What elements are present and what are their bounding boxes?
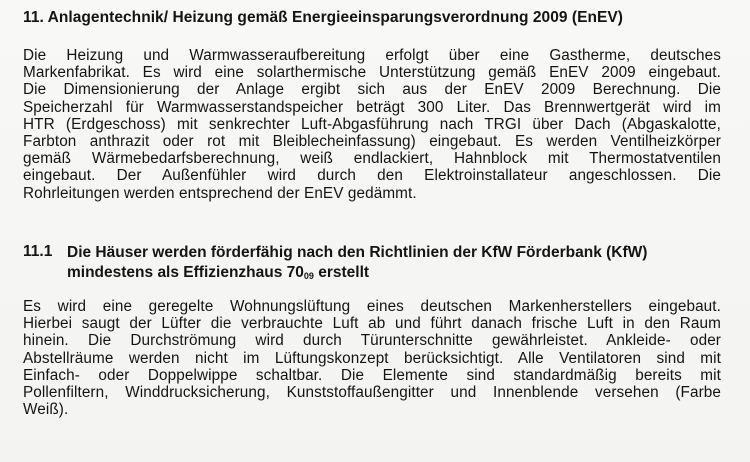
paragraph-line: Speicherzahl für Warmwasserstandspeicher beträgt 300 Liter. Das Brennwertgerät wird im bbox=[23, 98, 721, 116]
paragraph-line: Abstellräume werden nicht im Lüftungskonzept berücksichtigt. Alle Ventilatoren sind mit bbox=[23, 349, 721, 367]
heading-line2-suffix: erstellt bbox=[313, 263, 370, 281]
paragraph-line: Farbton anthrazit oder rot mit Bleiblecheinfassung) eingebaut. Es werden Ventilheizkörper bbox=[23, 132, 721, 150]
paragraph-line: eingebaut. Der Außenfühler wird durch den Elektroinstallateur angeschlossen. Die bbox=[23, 167, 721, 185]
section-11-1-paragraph bbox=[23, 298, 721, 418]
paragraph-line: Markenfabrikat. Es wird eine solarthermische Unterstützung gemäß EnEV 2009 eingebaut. bbox=[23, 64, 721, 82]
section-11-paragraph bbox=[23, 47, 721, 202]
section-11-1-heading-line2 bbox=[67, 263, 727, 287]
paragraph-line: Die Dimensionierung der Anlage ergibt sich aus der EnEV 2009 Berechnung. Die bbox=[23, 81, 721, 99]
paragraph-line: Einfach- oder Doppelwippe schaltbar. Die Elemente sind standardmäßig bereits mit bbox=[23, 366, 721, 384]
heading-line2-subscript: 09 bbox=[303, 270, 314, 281]
heading-line2-prefix: mindestens als Effizienzhaus 70 bbox=[67, 263, 304, 281]
section-11-1-heading-line1: Die Häuser werden förderfähig nach den Richtlinien der KfW Förderbank (KfW) bbox=[67, 244, 648, 261]
paragraph-line: HTR (Erdgeschoss) mit senkrechter Luft-Abgasführung nach TRGI über Dach (Abgaskalotte, bbox=[23, 115, 721, 133]
section-11-heading: 11. Anlagentechnik/ Heizung gemäß Energieeinsparungsverordnung 2009 (EnEV) bbox=[23, 9, 624, 26]
paragraph-line: gemäß Wärmebedarfsberechnung, weiß endlackiert, Hahnblock mit Thermostatventilen bbox=[23, 150, 721, 168]
paragraph-line: Weiß). bbox=[23, 401, 69, 419]
paragraph-line: hinein. Die Durchströmung wird durch Türunterschnitte gewährleistet. Ankleide- oder bbox=[23, 332, 721, 350]
paragraph-line: Die Heizung und Warmwasseraufbereitung erfolgt über eine Gastherme, deutsches bbox=[23, 47, 721, 64]
paragraph-line: Es wird eine geregelte Wohnungslüftung eines deutschen Markenherstellers eingebaut. bbox=[23, 298, 721, 315]
section-11-1-number: 11.1 bbox=[23, 243, 53, 260]
paragraph-line: Rohrleitungen werden entsprechend der EnEV gedämmt. bbox=[23, 184, 417, 202]
paragraph-line: Hierbei saugt der Lüfter die verbrauchte Luft ab und führt danach frische Luft in den Raum bbox=[23, 315, 721, 333]
paragraph-line: Pollenfiltern, Winddrucksicherung, Kunststoffaußengitter und Innenblende versehen (Farbe bbox=[23, 383, 721, 401]
section-11-1-heading bbox=[67, 243, 727, 286]
